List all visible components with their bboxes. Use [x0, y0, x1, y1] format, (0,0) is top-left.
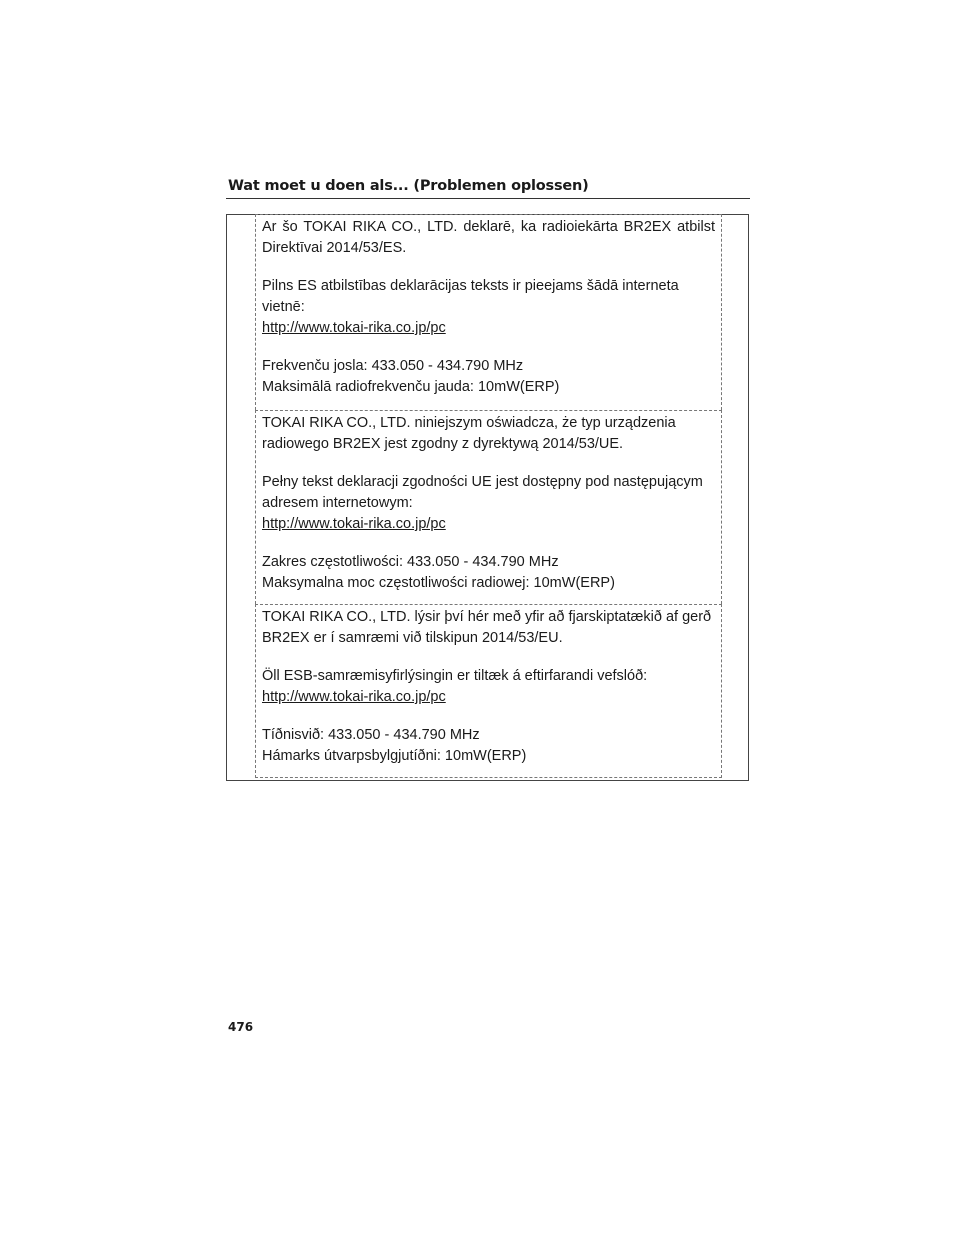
declaration-url-link[interactable]: http://www.tokai-rika.co.jp/pc — [262, 516, 446, 532]
declaration-url-link[interactable]: http://www.tokai-rika.co.jp/pc — [262, 320, 446, 336]
declaration-availability: Öll ESB-samræmisyfirlýsingin er tiltæk á eftirfarandi vefslóð: — [262, 668, 648, 684]
declaration-availability-block — [262, 276, 715, 339]
declaration-availability-block — [262, 666, 715, 708]
page-number: 476 — [228, 1020, 254, 1034]
declaration-statement: TOKAI RIKA CO., LTD. niniejszym oświadcza, że typ urządzenia radiowego BR2EX jest zgodny z dyrektywą 2014/53/UE. — [262, 415, 676, 452]
header-divider — [226, 198, 750, 199]
max-power: Maksymalna moc częstotliwości radiowej: 10mW(ERP) — [262, 575, 615, 591]
max-power: Hámarks útvarpsbylgjutíðni: 10mW(ERP) — [262, 748, 527, 764]
declaration-availability-block — [262, 472, 715, 535]
declaration-availability: Pełny tekst deklaracji zgodności UE jest dostępny pod następującym adresem internetowym: — [262, 474, 703, 511]
frequency-band: Frekvenču josla: 433.050 - 434.790 MHz — [262, 358, 524, 374]
frequency-band: Zakres częstotliwości: 433.050 - 434.790 MHz — [262, 554, 559, 570]
frequency-block — [262, 552, 715, 594]
frequency-block — [262, 725, 715, 767]
declaration-section-icelandic — [255, 604, 722, 778]
declaration-section-latvian — [255, 214, 722, 410]
max-power: Maksimālā radiofrekvenču jauda: 10mW(ERP) — [262, 379, 560, 395]
declaration-statement: TOKAI RIKA CO., LTD. lýsir því hér með yfir að fjarskiptatækið af gerð BR2EX er í samræmi við tilskipun 2014/53/EU. — [262, 609, 712, 646]
frequency-block — [262, 356, 715, 398]
frequency-band: Tíðnisvið: 433.050 - 434.790 MHz — [262, 727, 480, 743]
declaration-url-link[interactable]: http://www.tokai-rika.co.jp/pc — [262, 689, 446, 705]
declaration-section-polish — [255, 410, 722, 604]
declaration-availability: Pilns ES atbilstības deklarācijas teksts ir pieejams šādā interneta vietnē: — [262, 278, 679, 315]
page-header-title: Wat moet u doen als... (Problemen oplossen) — [228, 178, 589, 194]
declaration-statement: Ar šo TOKAI RIKA CO., LTD. deklarē, ka radioiekārta BR2EX atbilst Direktīvai 2014/53/ES. — [262, 219, 715, 256]
